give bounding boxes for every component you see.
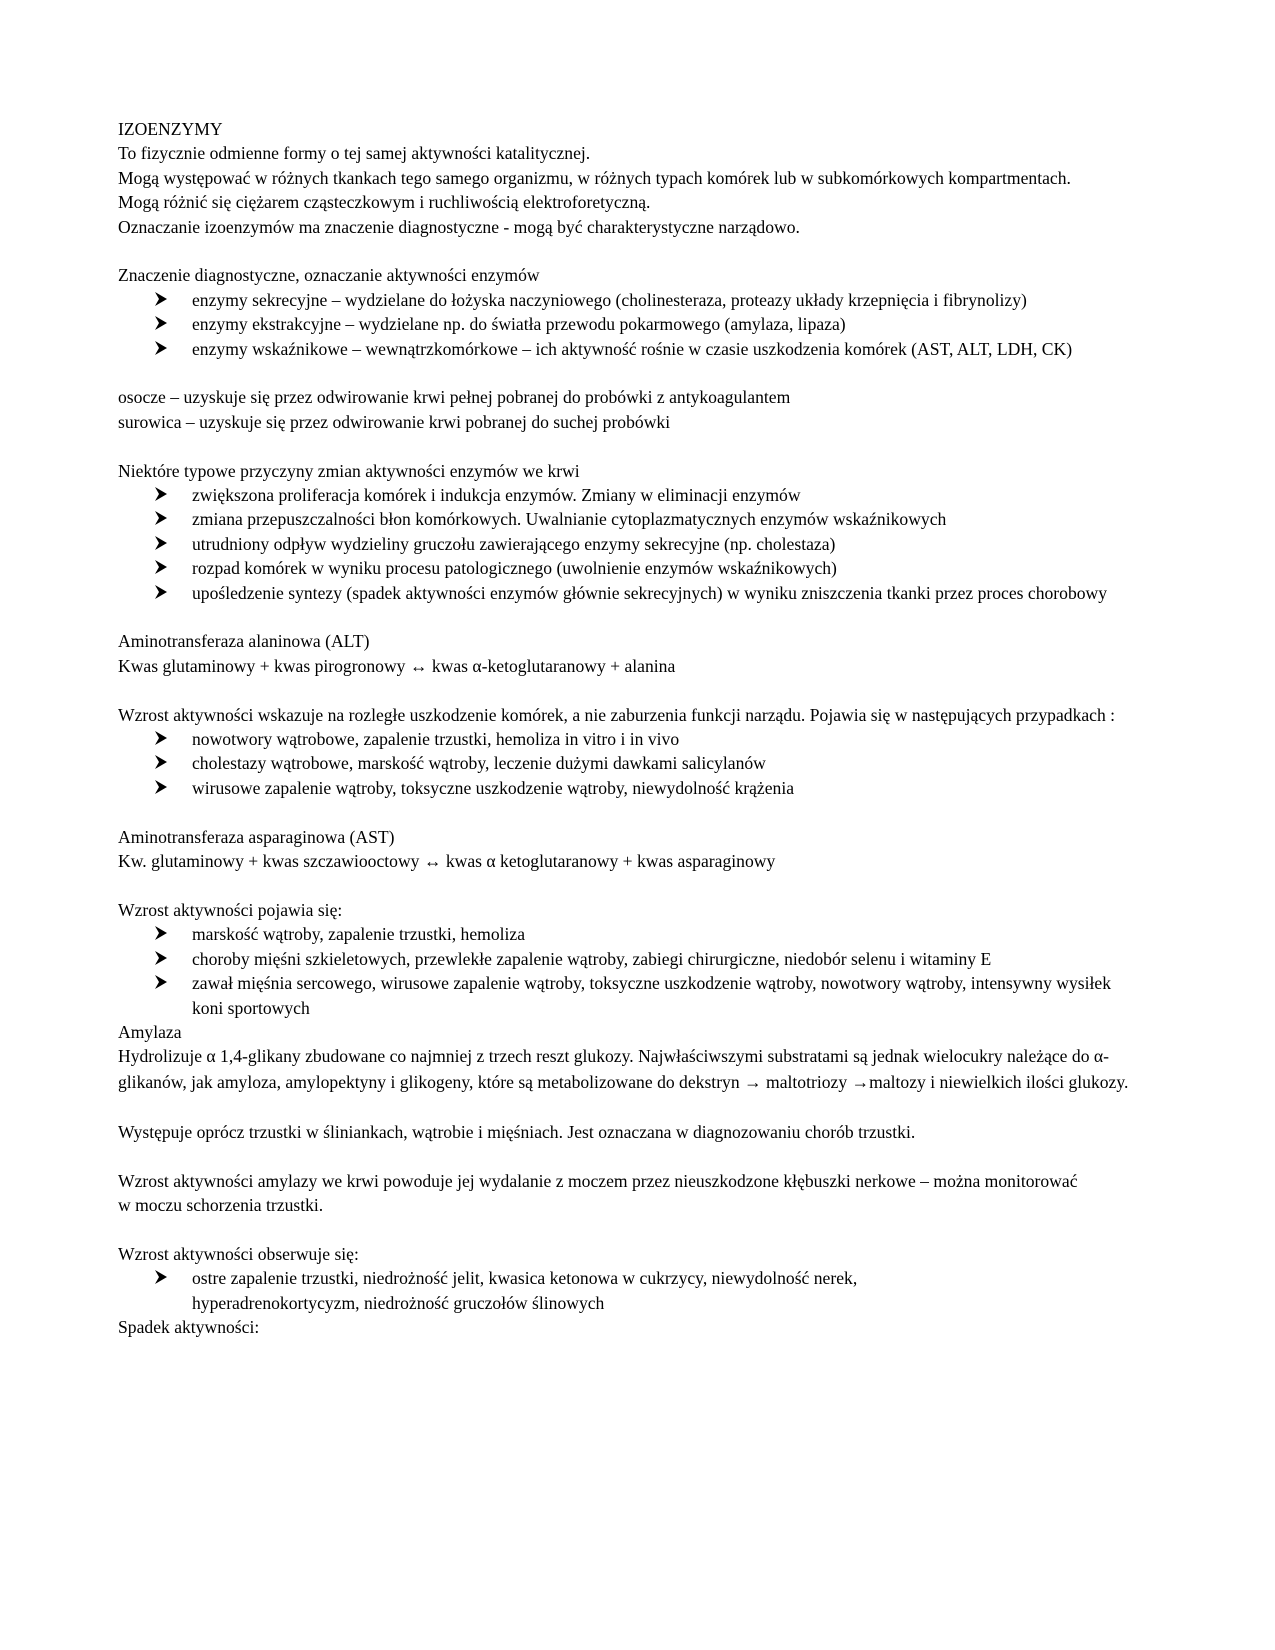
- arrow-bullet-icon: [154, 974, 168, 990]
- definition-plasma: osocze – uzyskuje się przez odwirowanie krwi pełnej pobranej do probówki z antykoagulantem: [118, 387, 791, 408]
- arrow-bullet-icon: [154, 315, 168, 331]
- list-item: zawał mięśnia sercowego, wirusowe zapalenie wątroby, toksyczne uszkodzenie wątroby, nowotwory wątroby, intensywny wysiłek koni sportowych: [192, 971, 1138, 1020]
- arrow-bullet-icon: [154, 535, 168, 551]
- list-item: ostre zapalenie trzustki, niedrożność jelit, kwasica ketonowa w cukrzycy, niewydolność nerek, hyperadrenokortycyzm, niedrożność gruczołów ślinowych: [192, 1266, 1138, 1315]
- alt-reaction: Kwas glutaminowy + kwas pirogronowy ↔ kwas α-ketoglutaranowy + alanina: [118, 655, 676, 676]
- arrow-bullet-icon: [154, 486, 168, 502]
- ast-list: [118, 922, 1138, 1020]
- arrow-bullet-icon: [154, 925, 168, 941]
- amylase-hydrolysis: Hydrolizuje α 1,4-glikany zbudowane co najmniej z trzech reszt glukozy. Najwłaściwszymi substratami są jednak wielocukry należące do α-glikanów, jak amyloza, amylopektyny i glikogeny, które są metabolizowane do dekstryn → maltotriozy →maltozy i niewielkich ilości glukozy.: [118, 1046, 1129, 1092]
- arrow-bullet-icon: [154, 510, 168, 526]
- list-item: utrudniony odpływ wydzieliny gruczołu zawierającego enzymy sekrecyjne (np. cholestaza): [192, 532, 1138, 556]
- causes-list: [118, 483, 1138, 605]
- list-item: nowotwory wątrobowe, zapalenie trzustki, hemoliza in vitro i in vivo: [192, 727, 1138, 751]
- list-item: enzymy ekstrakcyjne – wydzielane np. do światła przewodu pokarmowego (amylaza, lipaza): [192, 312, 1138, 336]
- list-item: zwiększona proliferacja komórek i indukcja enzymów. Zmiany w eliminacji enzymów: [192, 483, 1138, 507]
- arrow-bullet-icon: [154, 754, 168, 770]
- intro-line: Mogą występować w różnych tkankach tego samego organizmu, w różnych typach komórek lub w subkomórkowych kompartmentach.: [118, 167, 1071, 188]
- arrow-bullet-icon: [154, 559, 168, 575]
- arrow-bullet-icon: [154, 340, 168, 356]
- list-item: rozpad komórek w wyniku procesu patologicznego (uwolnienie enzymów wskaźnikowych): [192, 556, 1138, 580]
- section-heading-causes: Niektóre typowe przyczyny zmian aktywności enzymów we krwi: [118, 460, 580, 481]
- amylase-urine: Wzrost aktywności amylazy we krwi powoduje jej wydalanie z moczem przez nieuszkodzone kłębuszki nerkowe – można monitorować w moczu schorzenia trzustki.: [118, 1170, 1078, 1216]
- amylase-occurrence: Występuje oprócz trzustki w śliniankach, wątrobie i mięśniach. Jest oznaczana w diagnozowaniu chorób trzustki.: [118, 1121, 916, 1142]
- amylase-increase-heading: Wzrost aktywności obserwuje się:: [118, 1243, 359, 1264]
- section-heading-diagnostic: Znaczenie diagnostyczne, oznaczanie aktywności enzymów: [118, 265, 540, 286]
- intro-line: Mogą różnić się ciężarem cząsteczkowym i ruchliwością elektroforetyczną.: [118, 192, 651, 213]
- arrow-bullet-icon: [154, 584, 168, 600]
- list-item: cholestazy wątrobowe, marskość wątroby, leczenie dużymi dawkami salicylanów: [192, 751, 1138, 775]
- list-item: enzymy sekrecyjne – wydzielane do łożyska naczyniowego (cholinesteraza, proteazy układy krzepnięcia i fibrynolizy): [192, 288, 1138, 312]
- section-heading-alt: Aminotransferaza alaninowa (ALT): [118, 631, 370, 652]
- list-item: marskość wątroby, zapalenie trzustki, hemoliza: [192, 922, 1138, 946]
- arrow-bullet-icon: [154, 730, 168, 746]
- ast-increase-text: Wzrost aktywności pojawia się:: [118, 899, 343, 920]
- ast-reaction: Kw. glutaminowy + kwas szczawiooctowy ↔ kwas α ketoglutaranowy + kwas asparaginowy: [118, 851, 776, 872]
- amylase-increase-list: [118, 1266, 1138, 1315]
- list-item: zmiana przepuszczalności błon komórkowych. Uwalnianie cytoplazmatycznych enzymów wskaźnikowych: [192, 507, 1138, 531]
- intro-line: Oznaczanie izoenzymów ma znaczenie diagnostyczne - mogą być charakterystyczne narządowo.: [118, 216, 800, 237]
- document-page: [118, 117, 1138, 1340]
- definition-serum: surowica – uzyskuje się przez odwirowanie krwi pobranej do suchej probówki: [118, 411, 671, 432]
- list-item: upośledzenie syntezy (spadek aktywności enzymów głównie sekrecyjnych) w wyniku zniszczenia tkanki przez proces chorobowy: [192, 581, 1138, 605]
- alt-increase-text: Wzrost aktywności wskazuje na rozległe uszkodzenie komórek, a nie zaburzenia funkcji narządu. Pojawia się w następujących przypadkach :: [118, 704, 1116, 725]
- arrow-bullet-icon: [154, 950, 168, 966]
- section-heading-amylase: Amylaza: [118, 1021, 182, 1042]
- arrow-bullet-icon: [154, 1269, 168, 1285]
- alt-list: [118, 727, 1138, 800]
- arrow-bullet-icon: [154, 779, 168, 795]
- diagnostic-list: [118, 288, 1138, 361]
- document-title: IZOENZYMY: [118, 119, 223, 139]
- list-item: wirusowe zapalenie wątroby, toksyczne uszkodzenie wątroby, niewydolność krążenia: [192, 776, 1138, 800]
- section-heading-ast: Aminotransferaza asparaginowa (AST): [118, 826, 395, 847]
- intro-line: To fizycznie odmienne formy o tej samej aktywności katalitycznej.: [118, 143, 591, 164]
- amylase-decrease-heading: Spadek aktywności:: [118, 1317, 260, 1338]
- list-item: enzymy wskaźnikowe – wewnątrzkomórkowe – ich aktywność rośnie w czasie uszkodzenia komórek (AST, ALT, LDH, CK): [192, 337, 1138, 361]
- arrow-bullet-icon: [154, 291, 168, 307]
- list-item: choroby mięśni szkieletowych, przewlekłe zapalenie wątroby, zabiegi chirurgiczne, niedobór selenu i witaminy E: [192, 947, 1138, 971]
